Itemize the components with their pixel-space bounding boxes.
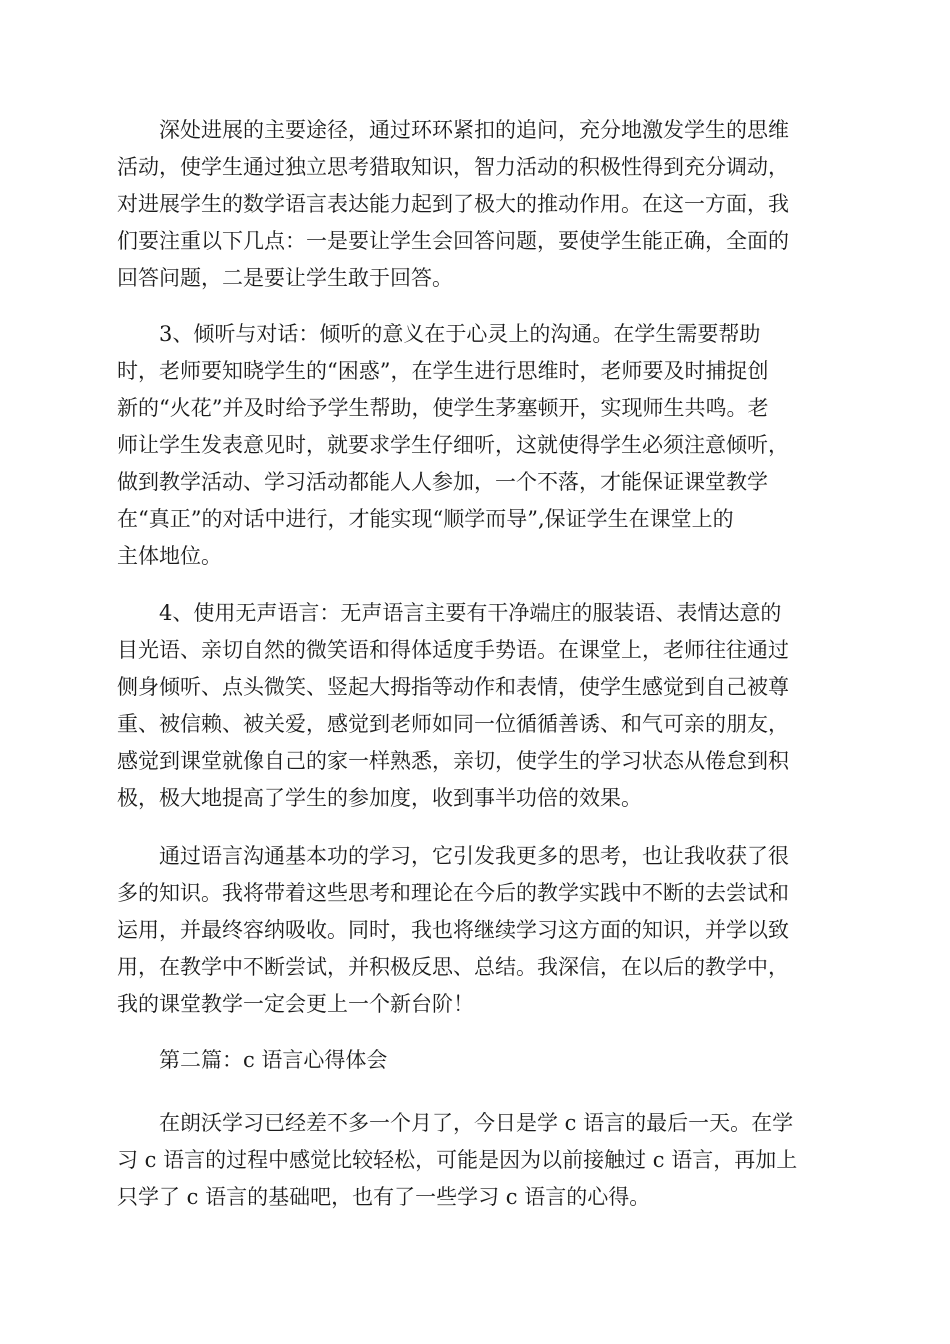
- paragraph-silent-language: [117, 595, 837, 817]
- text-line: 多的知识。我将带着这些思考和理论在今后的教学实践中不断的去尝试和: [117, 881, 789, 905]
- text-line: 目光语、亲切自然的微笑语和得体适度手势语。在课堂上，老师往往通过: [117, 638, 789, 662]
- paragraph-conclusion: [117, 838, 837, 1023]
- text-line: 3、倾听与对话：倾听的意义在于心灵上的沟通。在学生需要帮助: [117, 322, 761, 346]
- text-line: 只学了 c 语言的基础吧，也有了一些学习 c 语言的心得。: [117, 1185, 651, 1209]
- text-line: 做到教学活动、学习活动都能人人参加，一个不落，才能保证课堂教学: [117, 470, 768, 494]
- text-line: 4、使用无声语言：无声语言主要有干净端庄的服装语、表情达意的: [117, 601, 782, 625]
- text-line: 感觉到课堂就像自己的家一样熟悉，亲切，使学生的学习状态从倦怠到积: [117, 749, 789, 773]
- paragraph-c-language: [117, 1105, 837, 1216]
- text-line: 在“真正”的对话中进行，才能实现“顺学而导”,保证学生在课堂上的: [117, 507, 734, 531]
- text-line: 习 c 语言的过程中感觉比较轻松，可能是因为以前接触过 c 语言，再加上: [117, 1148, 798, 1172]
- text-line: 新的“火花”并及时给予学生帮助，使学生茅塞顿开，实现师生共鸣。老: [117, 396, 769, 420]
- text-line: 深处进展的主要途径，通过环环紧扣的追问，充分地激发学生的思维: [117, 118, 789, 142]
- text-line: 们要注重以下几点：一是要让学生会回答问题，要使学生能正确，全面的: [117, 229, 789, 253]
- paragraph-questioning: [117, 112, 837, 297]
- text-line: 师让学生发表意见时，就要求学生仔细听，这就使得学生必须注意倾听，: [117, 433, 789, 457]
- text-line: 侧身倾听、点头微笑、竖起大拇指等动作和表情，使学生感觉到自己被尊: [117, 675, 789, 699]
- text-line: 在朗沃学习已经差不多一个月了，今日是学 c 语言的最后一天。在学: [117, 1111, 794, 1135]
- text-line: 通过语言沟通基本功的学习，它引发我更多的思考，也让我收获了很: [117, 844, 789, 868]
- text-line: 运用，并最终容纳吸收。同时，我也将继续学习这方面的知识，并学以致: [117, 918, 789, 942]
- text-line: 回答问题，二是要让学生敢于回答。: [117, 266, 453, 290]
- section-heading: [117, 1042, 837, 1079]
- text-line: 主体地位。: [117, 544, 222, 568]
- paragraph-listening-dialogue: [117, 316, 837, 575]
- text-line: 对进展学生的数学语言表达能力起到了极大的推动作用。在这一方面，我: [117, 192, 789, 216]
- text-line: 重、被信赖、被关爱，感觉到老师如同一位循循善诱、和气可亲的朋友，: [117, 712, 789, 736]
- heading-line: 第二篇：c 语言心得体会: [117, 1048, 388, 1072]
- text-line: 时，老师要知晓学生的“困惑”，在学生进行思维时，老师要及时捕捉创: [117, 359, 769, 383]
- text-line: 用，在教学中不断尝试，并积极反思、总结。我深信，在以后的教学中，: [117, 955, 789, 979]
- text-line: 我的课堂教学一定会更上一个新台阶！: [117, 992, 474, 1016]
- text-line: 极，极大地提高了学生的参加度，收到事半功倍的效果。: [117, 786, 642, 810]
- text-line: 活动，使学生通过独立思考猎取知识，智力活动的积极性得到充分调动，: [117, 155, 789, 179]
